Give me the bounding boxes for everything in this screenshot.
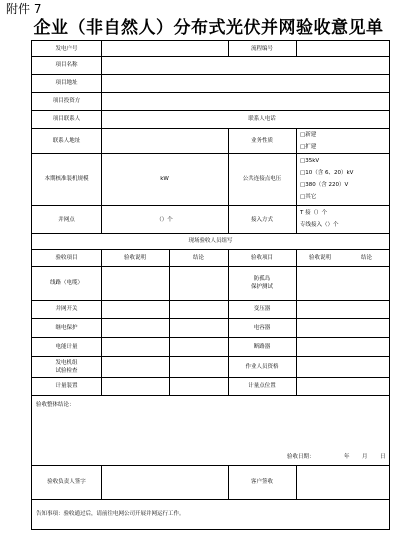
notice-text: 告知事项：验收通过后，请前往电网公司开展并网运行工作。 xyxy=(36,511,185,517)
item-switch: 并网开关 xyxy=(55,306,78,312)
access-option-t[interactable]: T 接（）个 xyxy=(300,210,328,216)
item-relay: 继电保护 xyxy=(55,325,78,331)
capacity-unit: kW xyxy=(160,176,169,182)
overall-opinion-label: 验收整体结论： xyxy=(36,402,75,408)
grid-points-value: （）个 xyxy=(156,217,173,223)
item-islanding: 防孤岛 保护测试 xyxy=(250,276,273,290)
item-capacitor: 电容器 xyxy=(253,325,271,331)
item-meter-location: 计量点位置 xyxy=(248,383,276,389)
voltage-option-380v[interactable]: □380（含 220）V xyxy=(300,182,349,188)
acceptance-date-label: 验收日期： xyxy=(287,454,315,460)
item-line: 线路（电缆） xyxy=(49,280,83,286)
acceptance-form xyxy=(31,40,390,530)
col-note-header-right: 验收说明 xyxy=(308,255,331,261)
item-meter: 电能计量 xyxy=(55,344,78,350)
voltage-option-35kv[interactable]: □35kV xyxy=(300,158,320,164)
attachment-label: 附件 7 xyxy=(6,2,42,16)
date-year: 年 xyxy=(344,454,350,460)
page-title: 企业（非自然人）分布式光伏并网验收意见单 xyxy=(33,18,384,38)
access-method-label: 接入方式 xyxy=(250,217,273,223)
acceptance-team-label: 现场验收人员组写 xyxy=(188,238,233,244)
item-personnel: 作业人员资格 xyxy=(245,364,279,370)
col-item-header-right: 验收项目 xyxy=(250,255,273,261)
item-transformer: 变压器 xyxy=(253,306,271,312)
business-option-expand[interactable]: □扩建 xyxy=(300,144,317,150)
contact-phone-label: 联系人电话 xyxy=(248,116,276,122)
item-meter-pos: 计量装置 xyxy=(55,383,78,389)
customer-sign-label: 客户签收 xyxy=(250,479,273,485)
project-name-label: 项目名称 xyxy=(55,62,78,68)
project-contact-label: 项目联系人 xyxy=(52,116,81,122)
grid-points-label: 并网点 xyxy=(58,217,75,223)
access-option-dedicated[interactable]: 专线接入（）个 xyxy=(300,222,339,228)
date-day: 日 xyxy=(380,454,386,460)
generation-account-label: 发电户号 xyxy=(55,46,78,52)
contact-address-label: 联系人地址 xyxy=(52,138,81,144)
item-power-test: 发电机组 试验检查 xyxy=(55,360,78,374)
installed-capacity-label: 本期核准装机规模 xyxy=(44,176,89,182)
voltage-option-10kv[interactable]: □10（含 6、20）kV xyxy=(300,170,354,176)
project-investor-label: 项目投资方 xyxy=(52,98,81,104)
business-option-new[interactable]: □新建 xyxy=(300,132,317,138)
process-number-label: 流程编号 xyxy=(250,46,273,52)
col-conclusion-header-left: 结论 xyxy=(192,255,204,261)
grid-voltage-label: 公共连接点电压 xyxy=(242,176,282,182)
project-address-label: 项目地址 xyxy=(55,80,78,86)
leader-sign-label: 验收负责人签字 xyxy=(47,479,86,485)
col-conclusion-header-right: 结论 xyxy=(360,255,372,261)
business-nature-label: 业务性质 xyxy=(250,138,273,144)
voltage-option-other[interactable]: □其它 xyxy=(300,194,317,200)
col-note-header-left: 验收说明 xyxy=(123,255,146,261)
col-item-header-left: 验收项目 xyxy=(55,255,78,261)
date-month: 月 xyxy=(362,454,368,460)
item-breaker: 断路器 xyxy=(253,344,271,350)
